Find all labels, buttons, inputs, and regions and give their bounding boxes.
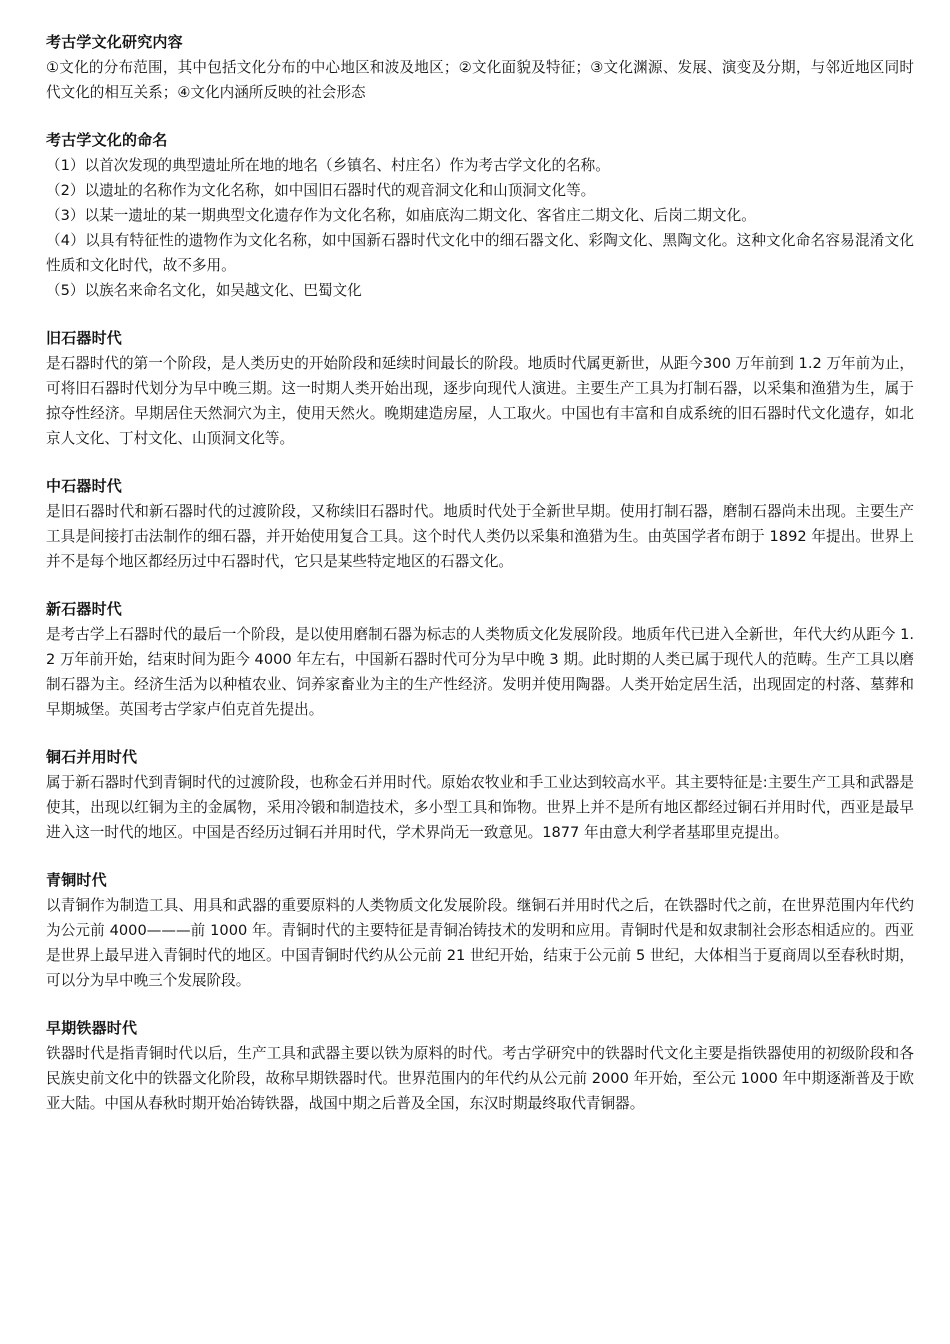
section-early-iron-age: [46, 1016, 914, 1116]
section-culture-naming: [46, 128, 914, 303]
section-culture-research-content: [46, 30, 914, 105]
list-item: （4）以具有特征性的遗物作为文化名称，如中国新石器时代文化中的细石器文化、彩陶文化、黑陶文化。这种文化命名容易混淆文化性质和文化时代，故不多用。: [46, 232, 914, 274]
section-paragraph: 以青铜作为制造工具、用具和武器的重要原料的人类物质文化发展阶段。继铜石并用时代之后，在铁器时代之前，在世界范围内年代约为公元前 4000———前 1000 年。青铜时代的主要特征是青铜冶铸技术的发明和应用。青铜时代是和奴隶制社会形态相适应的。西亚是世界上最早进入青铜时代的地区。中国青铜时代约从公元前 21 世纪开始，结束于公元前 5 世纪，大体相当于夏商周以至春秋时期，可以分为早中晚三个发展阶段。: [46, 897, 914, 989]
section-mesolithic: [46, 474, 914, 574]
section-bronze-age: [46, 868, 914, 993]
section-heading: 铜石并用时代: [46, 748, 138, 766]
section-paragraph: ①文化的分布范围，其中包括文化分布的中心地区和波及地区；②文化面貌及特征；③文化渊源、发展、演变及分期，与邻近地区同时代文化的相互关系；④文化内涵所反映的社会形态: [46, 59, 914, 101]
list-item: （1）以首次发现的典型遗址所在地的地名（乡镇名、村庄名）作为考古学文化的名称。: [46, 157, 610, 174]
section-paragraph: 属于新石器时代到青铜时代的过渡阶段，也称金石并用时代。原始农牧业和手工业达到较高水平。其主要特征是:主要生产工具和武器是使其，出现以红铜为主的金属物，采用冷锻和制造技术，多小型工具和饰物。世界上并不是所有地区都经过铜石并用时代，西亚是最早进入这一时代的地区。中国是否经历过铜石并用时代，学术界尚无一致意见。1877 年由意大利学者基耶里克提出。: [46, 774, 914, 841]
section-heading: 新石器时代: [46, 600, 123, 618]
section-paragraph: 是石器时代的第一个阶段，是人类历史的开始阶段和延续时间最长的阶段。地质时代属更新世，从距今300 万年前到 1.2 万年前为止，可将旧石器时代划分为早中晚三期。这一时期人类开始出现，逐步向现代人演进。主要生产工具为打制石器，以采集和渔猎为生，属于掠夺性经济。早期居住天然洞穴为主，使用天然火。晚期建造房屋，人工取火。中国也有丰富和自成系统的旧石器时代文化遗存，如北京人文化、丁村文化、山顶洞文化等。: [46, 355, 914, 447]
list-item: （5）以族名来命名文化，如吴越文化、巴蜀文化: [46, 282, 362, 299]
list-item: （2）以遗址的名称作为文化名称，如中国旧石器时代的观音洞文化和山顶洞文化等。: [46, 182, 596, 199]
section-paragraph: 铁器时代是指青铜时代以后，生产工具和武器主要以铁为原料的时代。考古学研究中的铁器时代文化主要是指铁器使用的初级阶段和各民族史前文化中的铁器文化阶段，故称早期铁器时代。世界范围内的年代约从公元前 2000 年开始，至公元 1000 年中期逐渐普及于欧亚大陆。中国从春秋时期开始冶铸铁器，战国中期之后普及全国，东汉时期最终取代青铜器。: [46, 1045, 914, 1112]
section-heading: 考古学文化的命名: [46, 131, 168, 149]
section-heading: 中石器时代: [46, 477, 123, 495]
section-paleolithic: [46, 326, 914, 451]
section-chalcolithic: [46, 745, 914, 845]
section-heading: 早期铁器时代: [46, 1019, 138, 1037]
section-heading: 考古学文化研究内容: [46, 33, 183, 51]
section-paragraph: 是旧石器时代和新石器时代的过渡阶段，又称续旧石器时代。地质时代处于全新世早期。使用打制石器，磨制石器尚未出现。主要生产工具是间接打击法制作的细石器，并开始使用复合工具。这个时代人类仍以采集和渔猎为生。由英国学者布朗于 1892 年提出。世界上并不是每个地区都经历过中石器时代，它只是某些特定地区的石器文化。: [46, 503, 914, 570]
section-paragraph: 是考古学上石器时代的最后一个阶段，是以使用磨制石器为标志的人类物质文化发展阶段。地质年代已进入全新世，年代大约从距今 1.2 万年前开始，结束时间为距今 4000 年左右，中国新石器时代可分为早中晚 3 期。此时期的人类已属于现代人的范畴。生产工具以磨制石器为主。经济生活为以种植农业、饲养家畜业为主的生产性经济。发明并使用陶器。人类开始定居生活，出现固定的村落、墓葬和早期城堡。英国考古学家卢伯克首先提出。: [46, 626, 914, 718]
section-heading: 旧石器时代: [46, 329, 123, 347]
document-page: [46, 30, 914, 1139]
list-item: （3）以某一遗址的某一期典型文化遗存作为文化名称，如庙底沟二期文化、客省庄二期文化、后岗二期文化。: [46, 207, 756, 224]
section-heading: 青铜时代: [46, 871, 107, 889]
section-neolithic: [46, 597, 914, 722]
